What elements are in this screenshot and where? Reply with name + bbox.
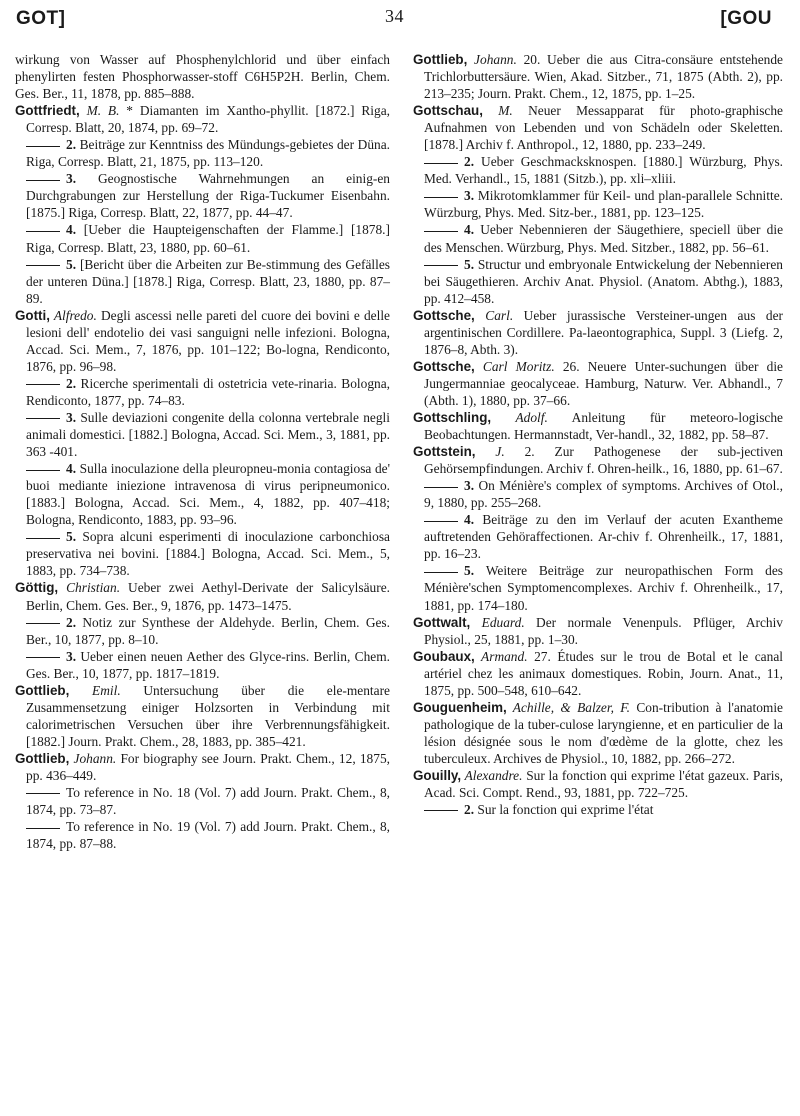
- author-forename: Alexandre.: [461, 767, 523, 783]
- bib-entry: [15, 307, 390, 375]
- author-forename: Alfredo.: [49, 307, 97, 323]
- right-column: [413, 51, 783, 818]
- author-name: Goubaux,: [413, 648, 475, 664]
- bib-sub-entry: [15, 170, 390, 221]
- entry-text: Beiträge zu den im Verlauf der acuten Exantheme auftretenden Gehöraffectionen. Ar-chiv f. Ohrenheilk., 17, 1881, pp. 16–23.: [424, 512, 784, 562]
- bib-sub-entry: [15, 784, 390, 818]
- bib-entry: [413, 102, 783, 153]
- entry-text: To reference in No. 19 (Vol. 7) add Journ. Prakt. Chem., 8, 1874, pp. 87–88.: [26, 819, 390, 852]
- bib-entry: [413, 648, 783, 699]
- bib-sub-entry: [413, 511, 783, 562]
- entry-text: 2. Zur Pathogenese der sub-jectiven Gehörsempfindungen. Archiv f. Ohren-heilk., 16, 1880, pp. 61–67.: [424, 444, 783, 477]
- ditto-dash: [26, 793, 60, 794]
- author-name: Gottsche,: [413, 358, 475, 374]
- author-forename: M.: [482, 103, 513, 119]
- entry-number: 4.: [66, 461, 80, 477]
- bib-sub-entry: [413, 477, 783, 511]
- author-name: Gottstein,: [413, 444, 476, 460]
- entry-text: * Diamanten im Xantho-phyllit. [1872.] Riga, Corresp. Blatt, 20, 1874, pp. 69–72.: [26, 103, 390, 136]
- entry-text: Anleitung für meteoro-logische Beobachtungen. Hermannstadt, Ver-handl., 32, 1882, pp. 58–87.: [424, 409, 783, 443]
- entry-text: Untersuchung über die ele-mentare Zusammensetzung einiger Holzsorten in Verbindung mit calorimetrischen Versuchen über ihre Verbrennungsfähigkeit. [1882.] Journ. Prakt. Chem., 28, 1883, pp. 385–421.: [26, 682, 390, 749]
- entry-text: 26. Neuere Unter-suchungen über die Jungermanniae geocalyceae. Hamburg, Naturw. Ver. Abhandl., 7 (Abth. 1), 1880, pp. 37–66.: [424, 358, 783, 408]
- entry-text: Sulle deviazioni congenite della colonna vertebrale negli animali domestici. [1882.] Bologna, Accad. Sci. Mem., 3, 1881, pp. 363 -401.: [26, 409, 390, 460]
- entry-text: [Bericht über die Arbeiten zur Be-stimmung des Gefälles der unteren Düna.] [1878.] Riga, Corresp. Blatt, 23, 1880, pp. 87–89.: [26, 256, 391, 306]
- entry-text: Ricerche sperimentali di ostetricia vete-rinaria. Bologna, Rendiconto, 1877, pp. 74–83.: [26, 375, 390, 408]
- entry-number: 5.: [464, 256, 478, 272]
- entry-number: 2.: [464, 802, 478, 818]
- author-name: Gotti,: [15, 307, 50, 323]
- bib-entry: [15, 102, 390, 136]
- author-name: Gouilly,: [413, 767, 462, 783]
- entry-text: Mikrotomklammer für Keil- und plan-parallele Schnitte. Würzburg, Phys. Med. Sitz-ber., 1881, pp. 123–125.: [424, 188, 783, 221]
- bib-sub-entry: [413, 221, 783, 255]
- entry-text: Degli ascessi nelle pareti del cuore dei bovini e delle lesioni dell' endotelio dei vasi sanguigni nelle infezioni. Bologna, Accad. Sci. Mem., 7, 1876, pp. 101–122; Bo-logna, Rendiconto, 1876, pp. 96–98.: [26, 307, 391, 374]
- ditto-dash: [26, 470, 60, 471]
- author-forename: Johann.: [467, 52, 517, 67]
- entry-text: On Ménière's complex of symptoms. Archives of Otol., 9, 1880, pp. 255–268.: [424, 478, 784, 511]
- entry-number: 2.: [66, 137, 80, 153]
- bib-entry: [413, 614, 783, 648]
- entry-text: Structur und embryonale Entwickelung der Nebennieren bei Säugethieren. Archiv Anat. Physiol. (Anatom. Abthg.), 1883, pp. 412–458.: [424, 256, 783, 306]
- entry-text: Ueber jurassische Versteiner-ungen aus der argentinischen Cordillere. Pa-laeontographica, Suppl. 3 (Liefg. 2, 1876–8, Abth. 3).: [424, 307, 783, 357]
- author-name: Gottfriedt,: [15, 103, 80, 119]
- bib-sub-entry: [413, 801, 783, 818]
- ditto-dash: [26, 180, 60, 181]
- bib-sub-entry: [413, 562, 783, 613]
- bib-sub-entry: [413, 187, 783, 221]
- bib-sub-entry: [15, 460, 390, 528]
- entry-text: Geognostische Wahrnehmungen an einig-en Durchgrabungen zur Herstellung der Riga-Tuckumer Eisenbahn. [1875.] Riga, Corresp. Blatt, 22, 1877, pp. 44–47.: [26, 171, 390, 221]
- entry-text: Sur la fonction qui exprime l'état gazeux. Paris, Acad. Sci. Compt. Rend., 93, 1881, pp. 722–725.: [424, 767, 784, 801]
- page-number: 34: [385, 6, 404, 26]
- ditto-dash: [424, 231, 458, 232]
- bib-sub-entry: [413, 256, 783, 307]
- entry-number: 3.: [464, 188, 478, 204]
- bib-sub-entry: [15, 136, 390, 170]
- bib-sub-entry: [15, 221, 390, 255]
- ditto-dash: [424, 810, 458, 811]
- bib-entry: [413, 307, 783, 358]
- author-forename: Carl Moritz.: [474, 358, 555, 374]
- entry-number: 4.: [464, 222, 481, 238]
- author-forename: Adolf.: [491, 409, 548, 425]
- entry-number: 3.: [66, 409, 81, 425]
- entry-text: For biography see Journ. Prakt. Chem., 12, 1875, pp. 436–449.: [26, 750, 390, 783]
- bib-sub-entry: [15, 818, 390, 852]
- entry-text: Ueber einen neuen Aether des Glyce-rins. Berlin, Chem. Ges. Ber., 10, 1877, pp. 1817–1819.: [26, 648, 390, 681]
- page-header: [0, 0, 800, 40]
- bib-entry: [15, 750, 390, 784]
- bib-entry: [413, 699, 783, 767]
- author-name: Gottschling,: [413, 409, 492, 425]
- header-left-guide: GOT]: [16, 8, 66, 29]
- ditto-dash: [424, 265, 458, 266]
- author-name: Gottwalt,: [413, 614, 471, 630]
- ditto-dash: [26, 418, 60, 419]
- ditto-dash: [26, 146, 60, 147]
- left-column: [15, 51, 390, 852]
- bib-entry: [413, 51, 783, 102]
- author-forename: Armand.: [474, 648, 528, 664]
- ditto-dash: [26, 623, 60, 624]
- bib-entry: [15, 682, 390, 750]
- entry-text: Ueber zwei Aethyl-Derivate der Salicylsäure. Berlin, Chem. Ges. Ber., 9, 1876, pp. 1473–1475.: [26, 580, 390, 613]
- ditto-dash: [26, 384, 60, 385]
- bib-sub-entry: [15, 256, 390, 307]
- entry-text: Neuer Messapparat für photo-graphische Aufnahmen von Lebenden und von Schädeln oder Skeletten. [1878.] Archiv f. Anthropol., 12, 1880, pp. 233–249.: [424, 103, 783, 153]
- ditto-dash: [26, 828, 60, 829]
- author-forename: Achille, & Balzer, F.: [506, 699, 631, 715]
- entry-number: 2.: [66, 375, 81, 391]
- ditto-dash: [26, 231, 60, 232]
- entry-number: 4.: [66, 222, 84, 238]
- author-forename: Emil.: [69, 682, 121, 698]
- entry-text: Sopra alcuni esperimenti di inoculazione carbonchiosa preservativa nei bovini. [1884.] Bologna, Accad. Sci. Mem., 5, 1883, pp. 734–738.: [26, 529, 390, 579]
- header-right-guide: [GOU: [720, 8, 772, 29]
- author-name: Gouguenheim,: [413, 699, 507, 715]
- entry-text: Sur la fonction qui exprime l'état: [477, 802, 654, 818]
- entry-text: wirkung von Wasser auf Phosphenylchlorid und über einfach phenylirten festen Phosphorwasser-stoff C6H5P2H. Berlin, Chem. Ges. Ber., 11, 1878, pp. 885–888.: [15, 52, 390, 102]
- entry-text: To reference in No. 18 (Vol. 7) add Journ. Prakt. Chem., 8, 1874, pp. 73–87.: [26, 785, 390, 818]
- ditto-dash: [424, 572, 458, 573]
- ditto-dash: [26, 657, 60, 658]
- entry-text: Der normale Venenpuls. Pflüger, Archiv Physiol., 25, 1881, pp. 1–30.: [424, 614, 783, 647]
- bib-entry: [413, 409, 783, 443]
- entry-text: [Ueber die Haupteigenschaften der Flamme.] [1878.] Riga, Corresp. Blatt, 23, 1880, pp. 60–61.: [26, 222, 390, 255]
- ditto-dash: [424, 197, 458, 198]
- entry-number: 4.: [464, 512, 483, 528]
- entry-number: 3.: [66, 648, 81, 664]
- bib-sub-entry: [15, 648, 390, 682]
- author-forename: Eduard.: [470, 614, 525, 630]
- author-name: Göttig,: [15, 580, 59, 596]
- author-name: Gottschau,: [413, 103, 483, 119]
- bib-entry: [413, 443, 783, 477]
- author-name: Gottsche,: [413, 307, 475, 323]
- ditto-dash: [26, 538, 60, 539]
- author-forename: J.: [475, 444, 505, 460]
- author-forename: Johann.: [69, 750, 117, 766]
- bib-sub-entry: [15, 51, 390, 102]
- entry-text: Notiz zur Synthese der Aldehyde. Berlin, Chem. Ges. Ber., 10, 1877, pp. 8–10.: [26, 614, 390, 647]
- ditto-dash: [26, 265, 60, 266]
- ditto-dash: [424, 163, 458, 164]
- bib-entry: [413, 358, 783, 409]
- ditto-dash: [424, 487, 458, 488]
- entry-text: Sulla inoculazione della pleuropneu-monia contagiosa de' buoi mediante iniezione intravenosa di virus peripneumonico. [1883.] Bologna, Accad. Sci. Mem., 4, 1882, pp. 407–418; Bologna, Rendiconto, 1883, pp. 93–96.: [26, 461, 391, 528]
- entry-text: Weitere Beiträge zur neuropathischen Form des Ménière'schen Symptomencomplexes. Archiv f. Ohrenheilk., 17, 1881, pp. 174–180.: [424, 563, 784, 613]
- bib-sub-entry: [15, 375, 390, 409]
- author-name: Gottlieb,: [15, 682, 70, 698]
- entry-number: 2.: [464, 154, 482, 170]
- bib-entry: [413, 767, 783, 801]
- ditto-dash: [424, 521, 458, 522]
- bib-sub-entry: [15, 409, 390, 460]
- author-forename: Christian.: [58, 580, 121, 596]
- entry-text: Ueber Geschmacksknospen. [1880.] Würzburg, Phys. Med. Verhandl., 15, 1881 (Sitzb.), pp. xli–xliii.: [424, 154, 784, 187]
- entry-number: 5.: [66, 256, 80, 272]
- entry-number: 5.: [66, 529, 83, 545]
- entry-number: 2.: [66, 614, 83, 630]
- entry-text: Beiträge zur Kenntniss des Mündungs-gebietes der Düna. Riga, Corresp. Blatt, 21, 1875, pp. 113–120.: [26, 137, 391, 170]
- author-name: Gottlieb,: [413, 52, 468, 67]
- author-forename: M. B.: [79, 103, 120, 119]
- author-forename: Carl.: [474, 307, 514, 323]
- author-name: Gottlieb,: [15, 750, 70, 766]
- entry-number: 3.: [66, 171, 98, 187]
- entry-number: 3.: [464, 478, 479, 494]
- entry-text: 27. Études sur le trou de Botal et le canal artériel chez les animaux domestiques. Robin, Journ. Anat., 11, 1875, pp. 500–548, 610–642.: [424, 648, 783, 698]
- bib-sub-entry: [413, 153, 783, 187]
- entry-text: Ueber Nebennieren der Säugethiere, speciell über die des Menschen. Würzburg, Phys. Med. Sitzber., 1882, pp. 56–61.: [424, 222, 784, 255]
- bib-sub-entry: [15, 614, 390, 648]
- bib-sub-entry: [15, 528, 390, 579]
- entry-number: 5.: [464, 563, 486, 579]
- bib-entry: [15, 579, 390, 613]
- entry-text: 20. Ueber die aus Citra-consäure entstehende Trichlorbuttersäure. Wien, Akad. Sitzber., 71, 1875 (Abth. 2), pp. 213–235; Journ. Prakt. Chem., 12, 1875, pp. 1–25.: [424, 52, 783, 102]
- entry-text: Con-tribution à l'anatomie pathologique de la tuber-culose laryngienne, et en particulier de la lésion désignée sous le nom d'œdème de la glotte, chez les tuberculeux. Archives de Physiol., 10, 1882, pp. 266–272.: [424, 699, 783, 766]
